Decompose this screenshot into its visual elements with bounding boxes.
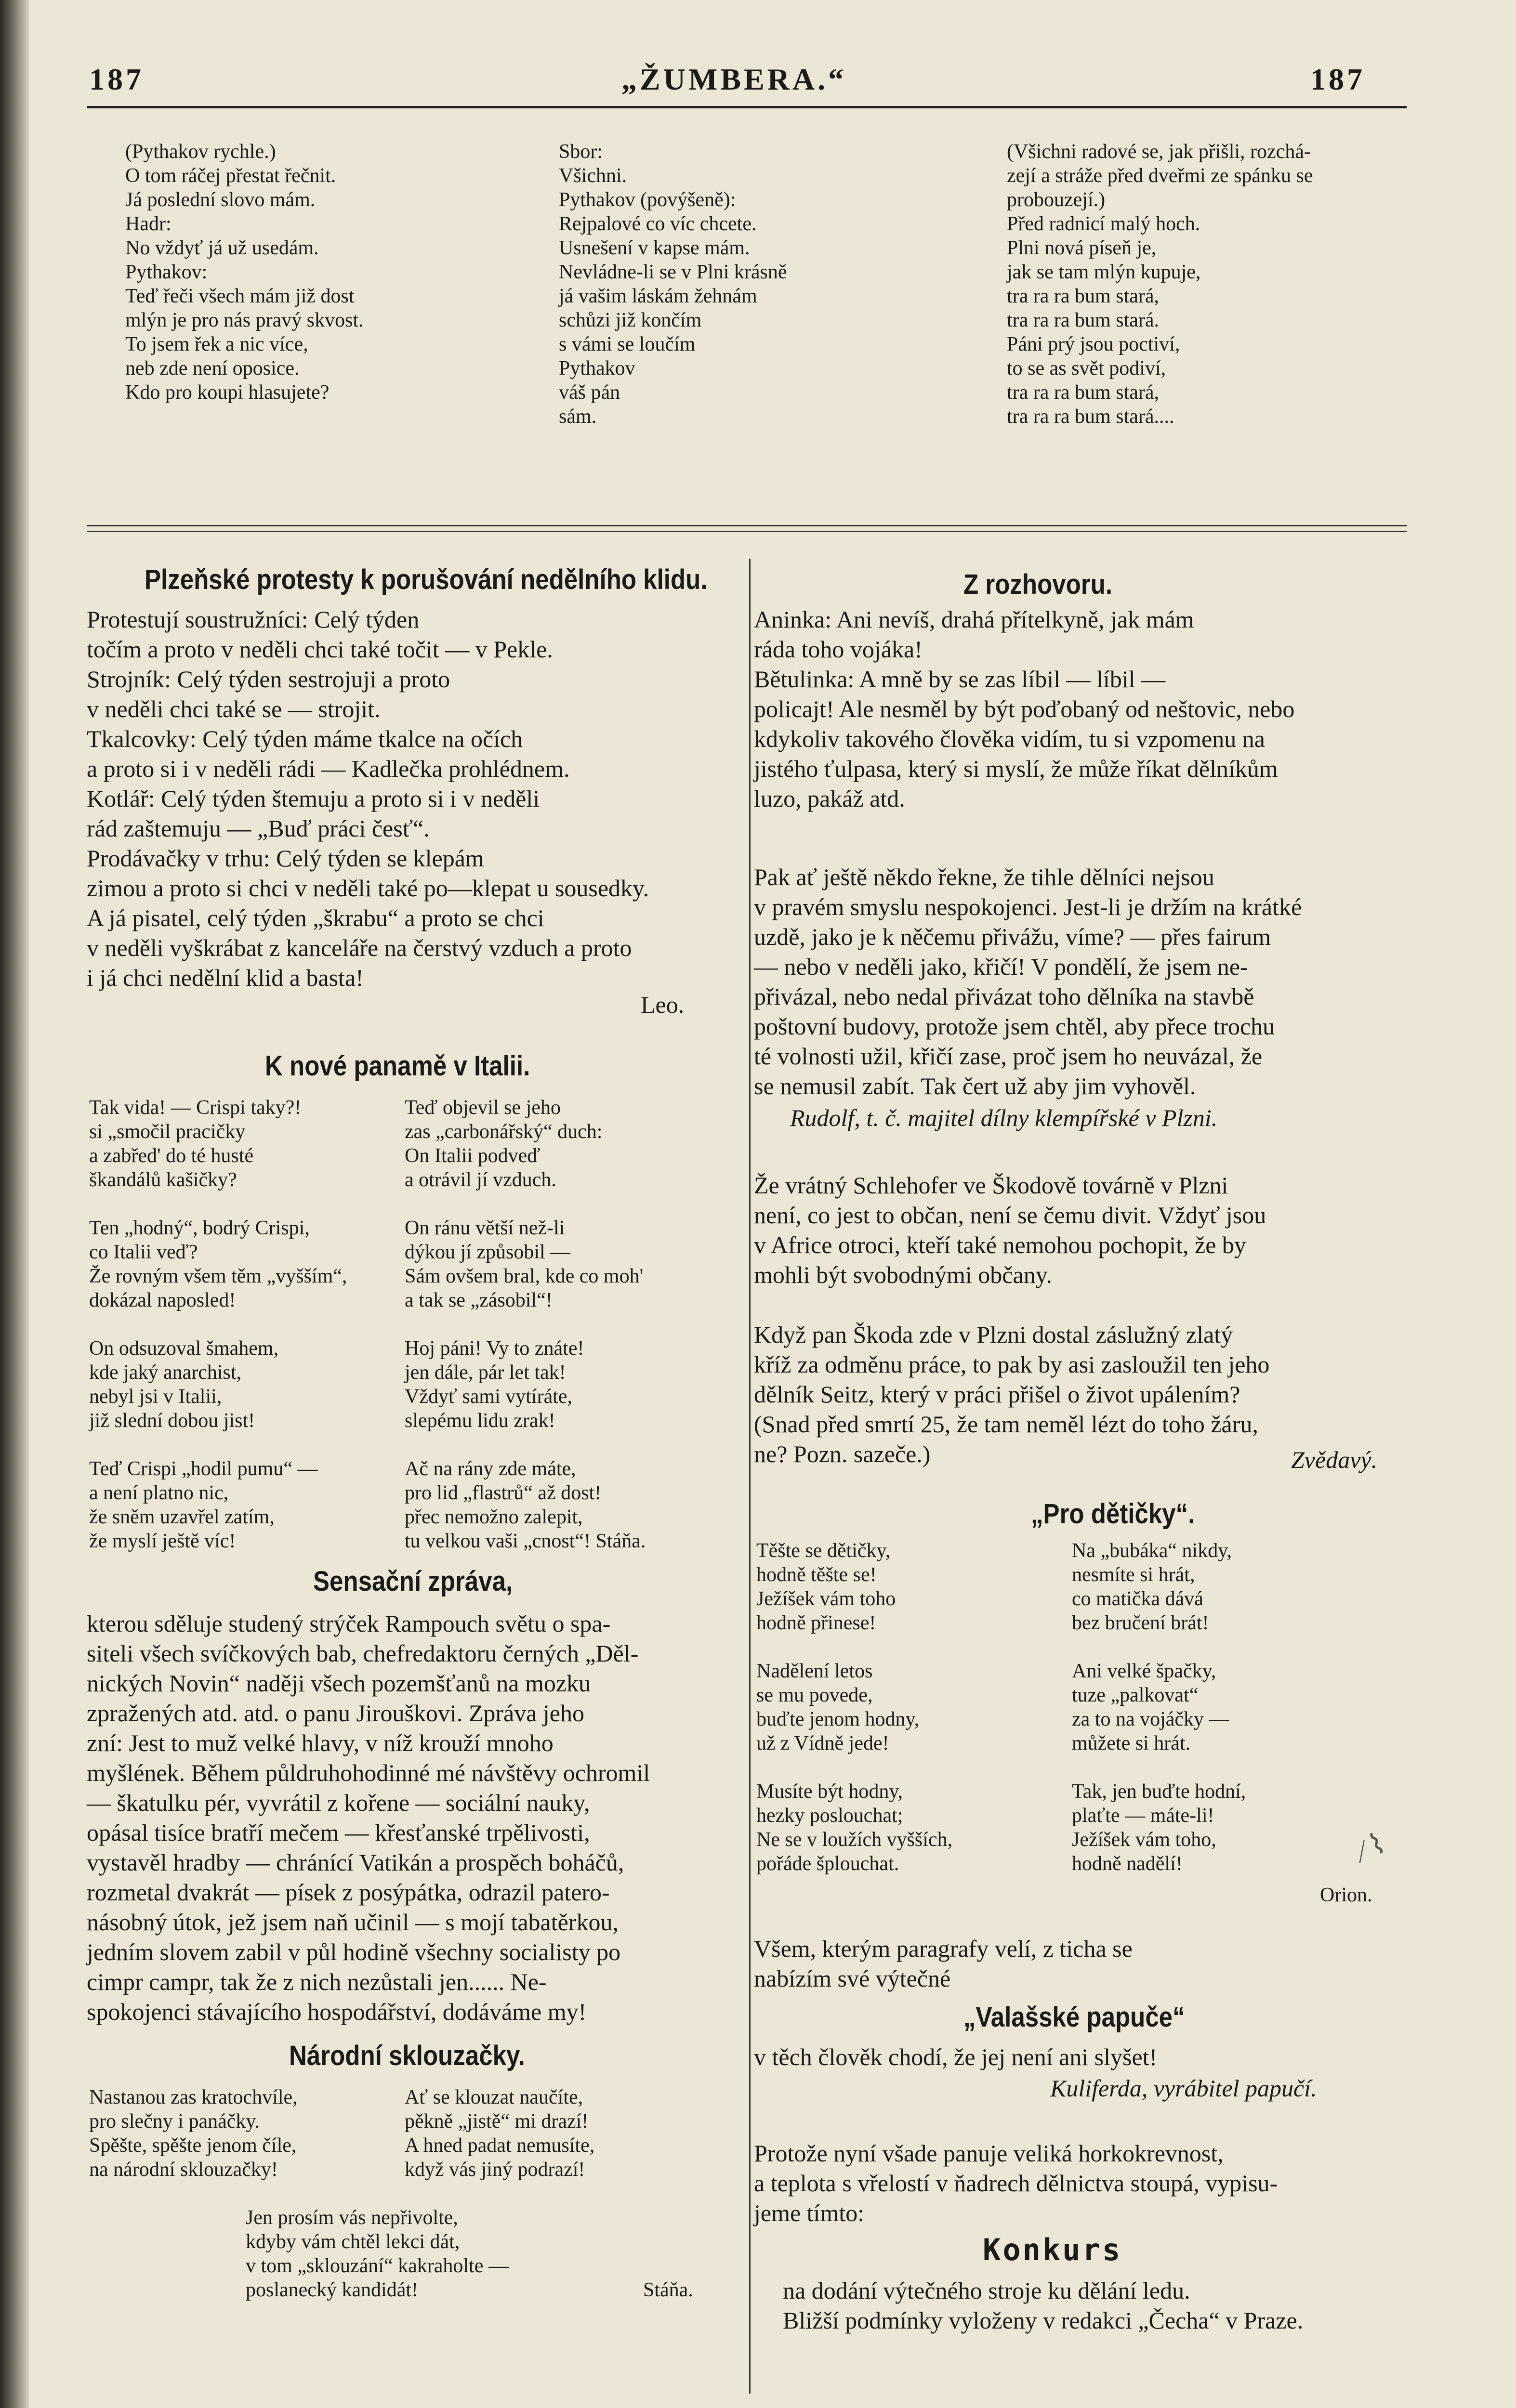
senzace-text	[87, 1609, 650, 2027]
verse-line: na národní sklouzačky!	[89, 2159, 278, 2181]
text-line: ne? Pozn. sazeče.)	[754, 1440, 931, 1467]
verse-line: pro slečny i panáčky.	[89, 2110, 260, 2133]
verse-line: Těšte se dětičky,	[756, 1540, 891, 1562]
play-line: já vašim láskám žehnám	[559, 285, 757, 307]
text-line: Prodávačky v trhu: Celý týden se klepám	[87, 845, 484, 872]
play-line: No vždyť já už usedám.	[125, 237, 319, 259]
verse-line: Vždyť sami vytíráte,	[405, 1386, 573, 1408]
journal-title: „ŽUMBERA.“	[621, 62, 847, 96]
verse-line: pro lid „flastrů“ až dost!	[405, 1482, 602, 1504]
text-line: Tkalcovky: Celý týden máme tkalce na očích	[87, 725, 523, 752]
text-line: Všem, kterým paragrafy velí, z ticha se	[754, 1935, 1133, 1962]
play-column-2	[559, 140, 787, 429]
verse-line	[89, 1192, 347, 1216]
verse-line: Tak vida! — Crispi taky?!	[89, 1097, 302, 1119]
skluzacky-left-verse	[89, 2085, 298, 2182]
text-line: luzo, pakáž atd.	[754, 785, 905, 812]
text-line: Kotlář: Celý týden štemuju a proto si i v neděli	[87, 785, 540, 812]
panama-left-verses	[89, 1096, 347, 1553]
play-line: Sbor:	[559, 141, 603, 163]
konkurs-text	[783, 2276, 1303, 2335]
deticky-signature: Orion.	[1320, 1884, 1372, 1906]
text-line: Bětulinka: A mně by se zas líbil — líbil —	[754, 666, 1166, 693]
play-line: sám.	[559, 406, 597, 428]
verse-line: co matička dává	[1072, 1588, 1203, 1610]
verse-line: škandálů kašičky?	[89, 1169, 237, 1191]
text-line: se nemusil zabít. Tak čert už aby jim vyhověl.	[754, 1073, 1196, 1099]
verse-line: pořáde šplouchat.	[756, 1853, 899, 1875]
header-rule	[87, 106, 1407, 108]
text-line: siteli všech svíčkových bab, chefredaktoru černých „Děl-	[87, 1640, 639, 1667]
play-line: schůzi již končím	[559, 309, 702, 331]
skluzacky-right-verse	[405, 2085, 594, 2182]
skluzacky-signature: Stáňa.	[643, 2279, 693, 2301]
play-line: (Všichni radové se, jak přišli, rozchá-	[1007, 141, 1311, 163]
verse-line: se mu povede,	[756, 1684, 873, 1706]
play-column-1	[125, 140, 364, 405]
verse-line: že myslí ještě víc!	[89, 1530, 236, 1552]
verse-line: buďte jenom hodny,	[756, 1708, 920, 1730]
text-line: cimpr campr, tak že z nich nezůstali jen...... Ne-	[87, 1968, 547, 1995]
verse-line: Ne se v loužích vyšších,	[756, 1829, 953, 1851]
text-line: přivázal, nebo nedal přivázat toho dělníka na stavbě	[754, 983, 1254, 1010]
text-line: a proto si i v neděli rádi — Kadlečka prohlédnem.	[87, 755, 570, 782]
play-line: jak se tam mlýn kupuje,	[1007, 261, 1201, 283]
verse-line: On Italii podveď	[405, 1145, 540, 1167]
play-line: Kdo pro koupi hlasujete?	[125, 381, 330, 404]
page-gutter-shadow	[0, 0, 29, 2408]
text-line: Protože nyní všade panuje veliká horkokrevnost,	[754, 2140, 1224, 2167]
text-line: Protestují soustružníci: Celý týden	[87, 606, 420, 633]
verse-line: tu velkou vaši „cnost“! Stáňa.	[405, 1530, 646, 1552]
deticky-title: „Pro dětičky“.	[1031, 1498, 1195, 1530]
text-line: nabízím své výtečné	[754, 1965, 951, 1992]
text-line: rád zaštemuju — „Buď práci česť“.	[87, 815, 430, 842]
verse-line: nesmíte si hrát,	[1072, 1564, 1195, 1586]
protesty-signature: Leo.	[641, 991, 685, 1018]
text-line: mohli být svobodnými občany.	[754, 1261, 1052, 1288]
text-line: zimou a proto si chci v neděli také po—klepat u sousedky.	[87, 875, 649, 902]
text-line: jeme tímto:	[754, 2199, 865, 2226]
text-line: jedním slovem zabil v půl hodině všechny socialisty po	[87, 1938, 621, 1965]
verse-line	[89, 1312, 347, 1336]
verse-line: již slední dobou jist!	[89, 1410, 255, 1432]
handwritten-mark: ⁄ ⌇	[1353, 1827, 1390, 1867]
text-line: na dodání výtečného stroje ku dělání ledu.	[783, 2277, 1190, 2304]
konkurs-intro	[754, 2138, 1278, 2228]
play-line: probouzejí.)	[1007, 189, 1106, 211]
text-line: rozmetal dvakrát — písek z posýpátka, odrazil patero-	[87, 1879, 610, 1906]
page-number-left: 187	[89, 62, 144, 96]
verse-line: Ježíšek vám toho,	[1072, 1829, 1216, 1851]
verse-line: Ač na rány zde máte,	[405, 1458, 576, 1480]
verse-line: Ani velké špačky,	[1072, 1660, 1216, 1682]
verse-line: a tak se „zásobil“!	[405, 1289, 553, 1311]
skluzacky-title: Národní sklouzačky.	[289, 2040, 525, 2071]
play-line: Teď řeči všech mám již dost	[125, 285, 355, 307]
verse-line: a otrávil jí vzduch.	[405, 1169, 556, 1191]
play-line: Nevládne-li se v Plni krásně	[559, 261, 787, 283]
text-line: té volnosti užil, křičí zase, proč jsem ho neuvázal, že	[754, 1043, 1263, 1070]
text-line: Aninka: Ani nevíš, drahá přítelkyně, jak mám	[754, 606, 1194, 633]
verse-line	[89, 1433, 347, 1457]
skluzacky-bottom-verse	[246, 2206, 509, 2302]
verse-line: plaťte — máte-li!	[1072, 1805, 1214, 1827]
text-line: myšlének. Během půldruhohodinné mé návštěvy ochromil	[87, 1759, 650, 1786]
text-line: spokojenci stávajícího hospodářství, dodáváme my!	[87, 1998, 587, 2025]
verse-line: Jen prosím vás nepřivolte,	[246, 2207, 458, 2229]
nespokojenci-text	[754, 862, 1302, 1101]
verse-line: On odsuzoval šmahem,	[89, 1337, 279, 1360]
text-line: zpražených atd. atd. o panu Jirouškovi. Zpráva jeho	[87, 1700, 584, 1727]
play-line: Hadr:	[125, 213, 171, 235]
verse-line: slepému lidu zrak!	[405, 1410, 555, 1432]
verse-line: a zabřed' do té husté	[89, 1145, 254, 1167]
verse-line: Na „bubáka“ nikdy,	[1072, 1540, 1232, 1562]
text-line: Když pan Škoda zde v Plzni dostal záslužný zlatý	[754, 1321, 1233, 1348]
text-line: nických Novin“ naději všech pozemšťanů na mozku	[87, 1670, 591, 1697]
play-line: (Pythakov rychle.)	[125, 141, 276, 163]
play-line: tra ra ra bum stará,	[1007, 285, 1160, 307]
verse-line: zas „carbonářský“ duch:	[405, 1121, 603, 1143]
verse-line	[405, 1192, 646, 1216]
text-line: a teplota s vřelostí v ňadrech dělnictva stoupá, vypisu-	[754, 2170, 1278, 2197]
text-line: — škatulku pér, vyvrátil z kořene — sociální nauky,	[87, 1789, 590, 1816]
verse-line: Teď Crispi „hodil pumu“ —	[89, 1458, 318, 1480]
verse-line: a není platno nic,	[89, 1482, 229, 1504]
verse-line: kdyby vám chtěl lekci dát,	[246, 2231, 460, 2253]
verse-line: Tak, jen buďte hodní,	[1072, 1780, 1246, 1803]
text-line: není, co jest to občan, není se čemu divit. Vždyť jsou	[754, 1202, 1266, 1229]
verse-line: Musíte být hodny,	[756, 1780, 903, 1803]
text-line: dělník Seitz, který v práci přišel o život upálením?	[754, 1381, 1240, 1408]
nespokojenci-signature: Rudolf, t. č. majitel dílny klempířské v Plzni.	[790, 1104, 1218, 1131]
verse-line: přec nemožno zalepit,	[405, 1506, 583, 1528]
verse-line: za to na vojáčky —	[1072, 1708, 1229, 1730]
text-line: A já pisatel, celý týden „škrabu“ a proto se chci	[87, 904, 544, 931]
section-rule	[87, 525, 1407, 526]
play-line: Já poslední slovo mám.	[125, 189, 316, 211]
text-line: ráda toho vojáka!	[754, 636, 923, 663]
text-line: v pravém smyslu nespokojenci. Jest-li je držím na krátké	[754, 893, 1302, 920]
text-line: kdykoliv takového člověka vidím, tu si vzpomenu na	[754, 725, 1265, 752]
verse-line: Ten „hodný“, bodrý Crispi,	[89, 1217, 310, 1239]
play-line: To jsem řek a nic více,	[125, 333, 308, 355]
papuce-intro	[754, 1934, 1133, 1993]
verse-line: hodně těšte se!	[756, 1564, 877, 1586]
play-line: mlýn je pro nás pravý skvost.	[125, 309, 364, 331]
play-line: tra ra ra bum stará,	[1007, 381, 1160, 404]
play-line: s vámi se loučím	[559, 333, 696, 355]
rozhovor-title: Z rozhovoru.	[963, 569, 1113, 600]
skoda-text	[754, 1320, 1269, 1469]
text-line: — nebo v neděli jako, křičí! V pondělí, že jsem ne-	[754, 953, 1248, 980]
text-line: jistého ťulpasa, který si myslí, že může říkat dělníkům	[754, 755, 1278, 782]
verse-line	[405, 1433, 646, 1457]
text-line: opásal tisíce bratří mečem — křesťanské trpělivosti,	[87, 1819, 590, 1846]
play-line: to se as svět podiví,	[1007, 357, 1166, 380]
verse-line	[756, 1635, 952, 1659]
play-line: zejí a stráže před dveřmi ze spánku se	[1007, 165, 1313, 187]
text-line: točím a proto v neděli chci také točit — v Pekle.	[87, 636, 553, 663]
text-line: násobný útok, jež jsem naň učinil — s mojí tabatěrkou,	[87, 1909, 619, 1936]
verse-line: můžete si hrát.	[1072, 1732, 1191, 1754]
text-line: v Africe otroci, kteří také nemohou pochopit, že by	[754, 1231, 1246, 1258]
column-divider	[749, 559, 751, 2394]
verse-line: Nadělení letos	[756, 1660, 873, 1682]
verse-line: si „smočil pracičky	[89, 1121, 246, 1143]
verse-line: tuze „palkovat“	[1072, 1684, 1199, 1706]
text-line: kříž za odměnu práce, to pak by asi zasloužil ten jeho	[754, 1351, 1270, 1378]
verse-line: hodně přinese!	[756, 1612, 876, 1634]
verse-line	[405, 1312, 646, 1336]
protesty-text	[87, 604, 649, 993]
deticky-left-verses	[756, 1539, 952, 1876]
verse-line: Ježíšek vám toho	[756, 1588, 896, 1610]
panama-right-verses	[405, 1096, 646, 1553]
play-line: Všichni.	[559, 165, 627, 187]
papuce-signature: Kuliferda, vyrábitel papučí.	[1050, 2075, 1317, 2102]
protesty-title: Plzeňské protesty k porušování nedělního klidu.	[145, 564, 708, 595]
verse-line: bez bručení brát!	[1072, 1612, 1209, 1634]
play-line: Pythakov:	[125, 261, 208, 283]
verse-line: poslanecký kandidát!	[246, 2279, 419, 2301]
text-line: poštovní budovy, protože jsem chtěl, aby přece trochu	[754, 1013, 1275, 1040]
text-line: uzdě, jako je k něčemu přivážu, víme? — přes fairum	[754, 923, 1271, 950]
play-line: tra ra ra bum stará.	[1007, 309, 1160, 331]
skoda-signature: Zvědavý.	[1291, 1446, 1378, 1473]
verse-line: On ránu větší než-li	[405, 1217, 565, 1239]
play-line: Pythakov	[559, 357, 635, 380]
verse-line	[756, 1755, 952, 1780]
text-line: (Snad před smrtí 25, že tam neměl lézt do toho žáru,	[754, 1411, 1258, 1438]
text-line: zní: Jest to muž velké hlavy, v níž krouží mnoho	[87, 1729, 554, 1756]
text-line: Že vrátný Schlehofer ve Škodově továrně v Plzni	[754, 1172, 1228, 1199]
verse-line: Sám ovšem bral, kde co moh'	[405, 1265, 644, 1287]
text-line: Bližší podmínky vyloženy v redakci „Čecha“ v Praze.	[783, 2307, 1304, 2334]
rozhovor-text	[754, 604, 1294, 813]
text-line: Strojník: Celý týden sestrojuji a proto	[87, 666, 450, 693]
play-line: Rejpalové co víc chcete.	[559, 213, 757, 235]
text-line: i já chci nedělní klid a basta!	[87, 964, 364, 991]
section-rule-double	[87, 531, 1407, 532]
verse-line: A hned padat nemusíte,	[405, 2134, 595, 2157]
text-line: policajt! Ale nesměl by být poďobaný od neštovic, nebo	[754, 695, 1295, 722]
play-line: tra ra ra bum stará....	[1007, 406, 1174, 428]
verse-line: jen dále, pár let tak!	[405, 1361, 566, 1384]
text-line: vystavěl hradby — chránící Vatikán a prospěch boháčů,	[87, 1849, 624, 1876]
verse-line	[1072, 1635, 1246, 1659]
verse-line	[1072, 1755, 1246, 1780]
play-line: neb zde není oposice.	[125, 357, 300, 380]
panama-title: K nové panamě v Italii.	[265, 1050, 530, 1082]
text-line: v neděli vyškrábat z kanceláře na čerstvý vzduch a proto	[87, 934, 632, 961]
verse-line: Ať se klouzat naučíte,	[405, 2086, 583, 2108]
verse-line: Nastanou zas kratochvíle,	[89, 2086, 298, 2108]
play-line: Pythakov (povýšeně):	[559, 189, 736, 211]
text-line: v neděli chci také se — strojit.	[87, 695, 381, 722]
play-line: váš pán	[559, 381, 620, 404]
verse-line: že sněm uzavřel zatím,	[89, 1506, 275, 1528]
play-line: Usnešení v kapse mám.	[559, 237, 750, 259]
play-line: O tom ráčej přestat řečnit.	[125, 165, 336, 187]
text-line: Pak ať ještě někdo řekne, že tihle dělníci nejsou	[754, 864, 1214, 890]
verse-line: nebyl jsi v Italii,	[89, 1386, 222, 1408]
text-line: kterou sděluje studený strýček Rampouch světu o spa-	[87, 1610, 611, 1637]
verse-line: kde jaký anarchist,	[89, 1361, 242, 1384]
verse-line: Hoj páni! Vy to znáte!	[405, 1337, 584, 1360]
verse-line: hodně nadělí!	[1072, 1853, 1183, 1875]
verse-line: Spěšte, spěšte jenom číle,	[89, 2134, 297, 2157]
deticky-right-verses	[1072, 1539, 1246, 1876]
konkurs-title: Konkurs	[983, 2232, 1122, 2267]
verse-line: pěkně „jistě“ mi drazí!	[405, 2110, 589, 2133]
papuce-title: „Valašské papuče“	[963, 2002, 1185, 2033]
verse-line: dokázal naposled!	[89, 1289, 236, 1311]
play-line: Plni nová píseň je,	[1007, 237, 1157, 259]
verse-line: už z Vídně jede!	[756, 1732, 889, 1754]
verse-line: hezky poslouchat;	[756, 1805, 903, 1827]
play-column-3	[1007, 140, 1313, 429]
senzace-title: Sensační zpráva,	[313, 1566, 513, 1597]
play-line: Páni prý jsou poctiví,	[1007, 333, 1180, 355]
verse-line: co Italii veď?	[89, 1241, 198, 1263]
vratny-text	[754, 1170, 1266, 1290]
papuce-line: v těch člověk chodí, že jej není ani slyšet!	[754, 2043, 1158, 2070]
verse-line: když vás jiný podrazí!	[405, 2159, 585, 2181]
verse-line: Teď objevil se jeho	[405, 1097, 561, 1119]
verse-line: v tom „sklouzání“ kakraholte —	[246, 2255, 509, 2277]
page-number-right: 187	[1310, 62, 1365, 96]
verse-line: Že rovným všem těm „vyšším“,	[89, 1265, 347, 1287]
verse-line: dýkou jí způsobil —	[405, 1241, 571, 1263]
play-line: Před radnicí malý hoch.	[1007, 213, 1200, 235]
